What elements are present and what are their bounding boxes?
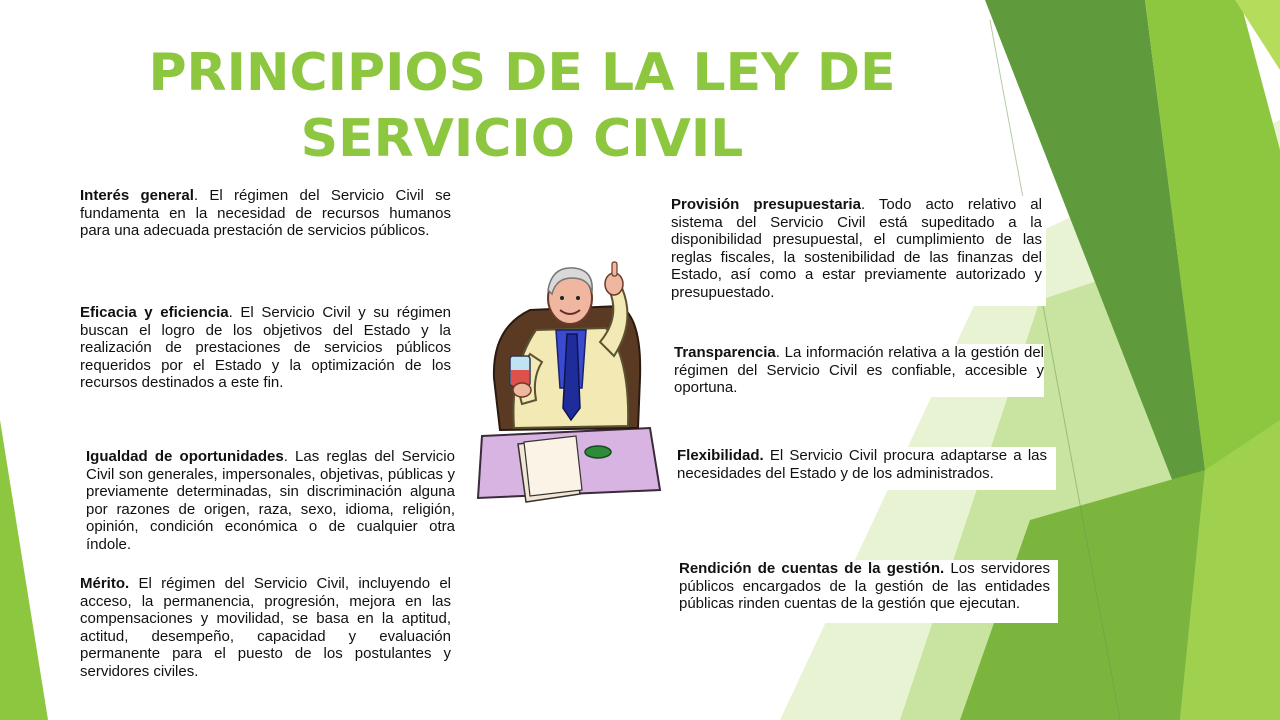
principle-text: Los servidores públicos encargados de la gestión de las entidades públicas rinden cuentas de la gestión que ejecutan.	[679, 560, 1050, 613]
principle-term: Flexibilidad.	[677, 447, 764, 464]
principle-term: Igualdad de oportunidades	[86, 448, 284, 465]
principle-text: El Servicio Civil y su régimen buscan el logro de los objetivos del Estado y la realización de prestaciones de servicios públicos requeridos por el Estado y la optimización de los recursos destinados a este fin.	[80, 304, 451, 392]
principle-term: Interés general	[80, 187, 194, 204]
principle-transparencia	[674, 344, 1044, 397]
principle-separator: .	[283, 448, 296, 465]
slide-title: PRINCIPIOS DE LA LEY DE SERVICIO CIVIL	[148, 43, 896, 169]
principle-eficacia-eficiencia	[80, 304, 451, 392]
principle-term: Eficacia y eficiencia	[80, 304, 229, 321]
principle-separator: .	[860, 196, 879, 213]
businessman-clipart	[470, 258, 670, 514]
principle-text: El régimen del Servicio Civil, incluyendo el acceso, la permanencia, progresión, mejora en las compensaciones y movilidad, se basa en la aptitud, actitud, desempeño, capacidad y evaluación permanente para el puesto de los postulantes y servidores civiles.	[80, 575, 451, 680]
principle-flexibilidad	[677, 447, 1056, 490]
principle-term: Provisión presupuestaria	[671, 196, 861, 213]
principle-text: Todo acto relativo al sistema del Servicio Civil está supeditado a la disponibilidad presupuestal, el cumplimiento de las reglas fiscales, la sostenibilidad de las finanzas del Estado, así como a estar previamente autorizado y presupuestado.	[671, 196, 1042, 301]
principle-merito	[80, 575, 451, 681]
desk-dish	[585, 446, 611, 458]
left-green-wedge	[0, 420, 48, 720]
principle-separator: .	[228, 304, 241, 321]
principle-rendicion-cuentas	[679, 560, 1058, 623]
principle-igualdad-oportunidades	[86, 448, 455, 554]
principle-separator: .	[193, 187, 210, 204]
principle-text: El régimen del Servicio Civil se fundamenta en la necesidad de recursos humanos para una adecuada prestación de servicios públicos.	[80, 187, 452, 240]
principle-term: Transparencia	[674, 344, 776, 361]
principle-term: Rendición de cuentas de la gestión.	[679, 560, 945, 577]
principle-separator: .	[775, 344, 785, 361]
principle-provision-presupuestaria	[671, 196, 1046, 306]
principle-text: La información relativa a la gestión del régimen del Servicio Civil es confiable, accesible y oportuna.	[674, 344, 1044, 397]
principle-interes-general	[80, 187, 451, 240]
principle-text: El Servicio Civil procura adaptarse a las necesidades del Estado y de los administrados.	[677, 447, 1047, 482]
principle-text: Las reglas del Servicio Civil son generales, impersonales, objetivas, públicas y previamente determinadas, sin discriminación alguna por razones de origen, raza, sexo, idioma, religión, opinión, condición económica o de cualquier otra índole.	[86, 448, 455, 553]
principle-term: Mérito.	[80, 575, 130, 592]
